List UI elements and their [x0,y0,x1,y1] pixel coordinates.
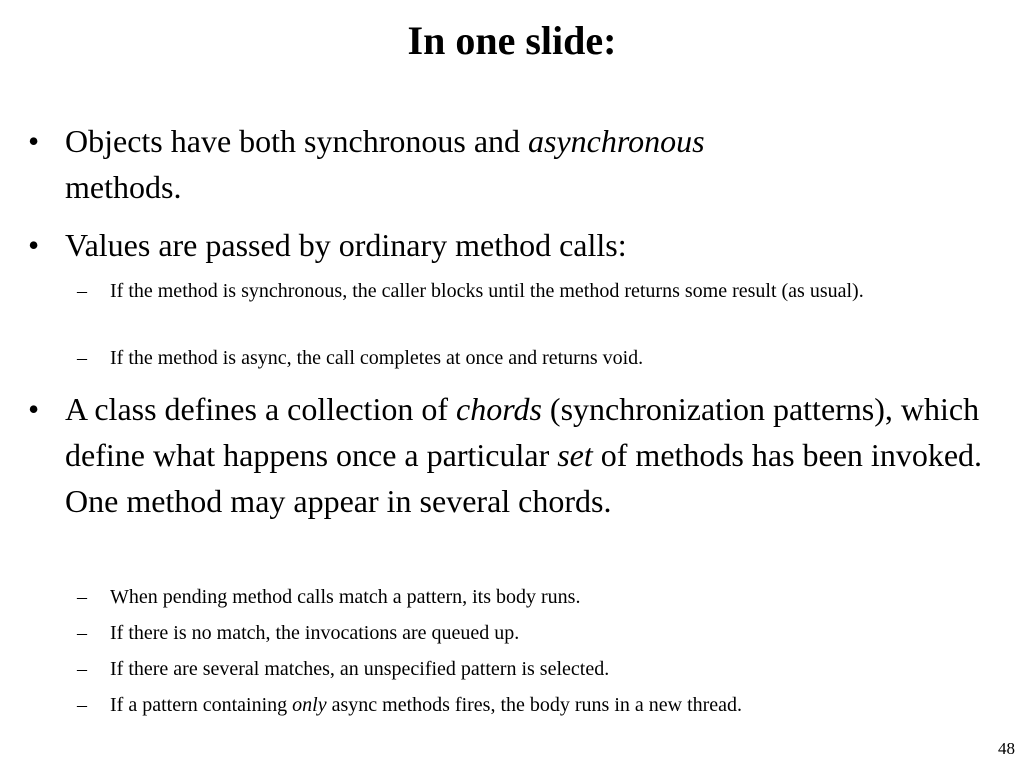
sub-text: If the method is synchronous, the caller blocks until the method returns some result (as usual). [110,280,864,302]
bullet-item-1 [28,118,1003,210]
sub-text: If there are several matches, an unspecified pattern is selected. [110,658,610,680]
bullet-marker: • [28,391,40,427]
sub-item-2-1 [77,277,977,305]
bullet-marker: • [28,227,40,263]
bullet-text: Objects have both synchronous and asynchronous methods. [65,123,705,205]
sub-item-3-2 [77,619,977,647]
slide-title: In one slide: [407,18,617,63]
sub-text: If a pattern containing only async methods fires, the body runs in a new thread. [110,694,743,716]
sub-item-3-1 [77,583,977,611]
sub-marker: – [77,694,87,716]
page-number: 48 [998,739,1015,758]
sub-text: If the method is async, the call completes at once and returns void. [110,347,644,369]
bullet-text: Values are passed by ordinary method calls: [65,227,627,263]
sub-marker: – [77,280,87,302]
sub-marker: – [77,622,87,644]
bullet-item-3 [28,386,1003,524]
sub-marker: – [77,658,87,680]
bullet-item-2 [28,222,1003,268]
sub-marker: – [77,586,87,608]
sub-item-2-2 [77,344,977,372]
sub-marker: – [77,347,87,369]
sub-text: If there is no match, the invocations are queued up. [110,622,520,644]
bullet-marker: • [28,123,40,159]
sub-item-3-3 [77,655,977,683]
sub-text: When pending method calls match a pattern, its body runs. [110,586,581,608]
bullet-text: A class defines a collection of chords (synchronization patterns), which define what happens once a particular set of methods has been invoked. One method may appear in several chords. [65,391,983,519]
sub-item-3-4 [77,691,977,719]
